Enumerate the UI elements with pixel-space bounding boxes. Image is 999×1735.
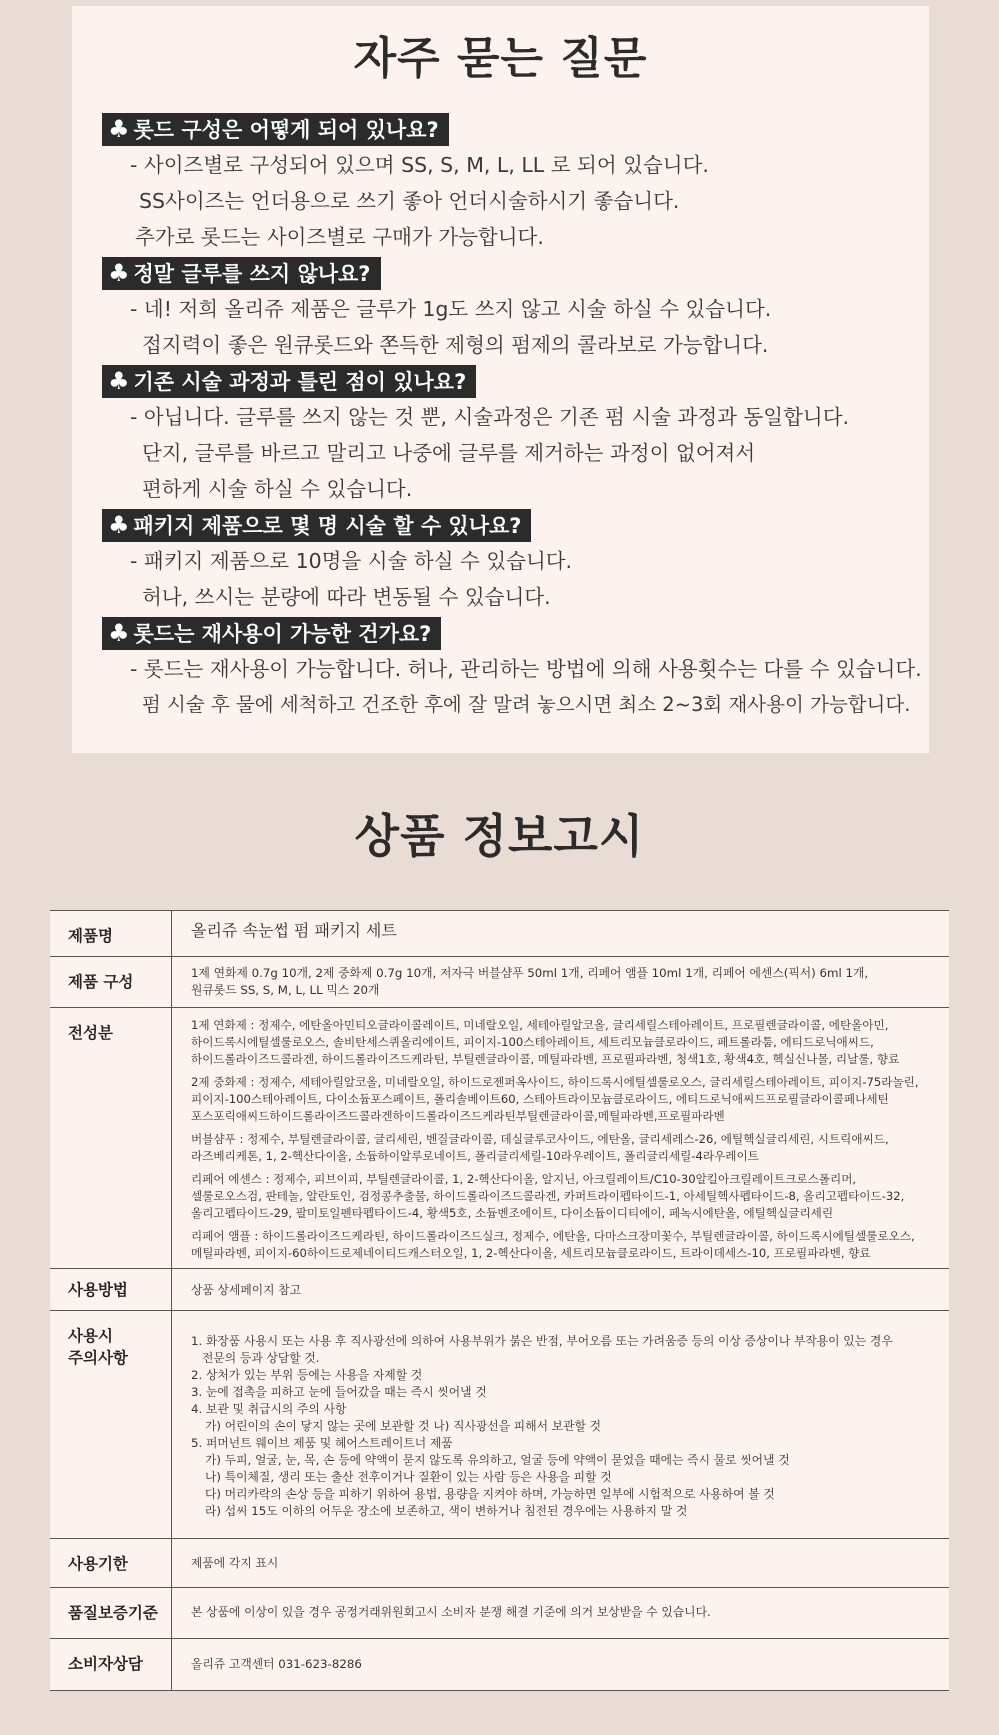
table-row [50, 1588, 949, 1639]
row-label: 사용시 주의사항 [50, 1311, 172, 1538]
faq-answer-line: - 패키지 제품으로 10명을 시술 하실 수 있습니다. [130, 549, 573, 573]
table-row [50, 1008, 949, 1269]
table-row [50, 1639, 949, 1691]
row-label: 제품명 [50, 911, 172, 956]
row-value: 1제 연화제 : 정제수, 에탄올아민티오글라이콜레이트, 미네랄오일, 세테아릴알코올, 글리세릴스테아레이트, 프로필렌글라이콜, 에탄올아민, 하이드록시에틸셀룰로오스, 솔비탄세스퀴올리에이트, 피이지-100스테아레이트, 세트리모늄클로라이드, 페트롤라툼, 에티드로닉애씨드, 하이드롤라이즈드콜라겐, 하이드롤라이즈드케라틴, 부틸렌글라이콜, 메틸파라벤, 프로필파라벤, 청색1호, 황색4호, 헥실신나몰, 리날룰, 향료 2제 중화제 : 정제수, 세테아릴알코올, 미네랄오일, 하이드로젠퍼옥사이드, 하이드록시에틸셀룰로오스, 글리세릴스테아레이트, 피이지-75라놀린, 피이지-100스테아레이트, 다이소듐포스페이트, 폴리솔베이트60, 스테아트라이모늄클로라이드, 에티드로닉애씨드프로필글라이콜페나세틴 포스포릭애씨드하이드롤라이즈드콜라겐하이드롤라이즈드케라틴부틸렌글라이콜,메틸파라벤,프로필파라벤 버블샴푸 : 정제수, 부틸렌글라이콜, 글리세린, 벤질글라이콜, 데실글루코사이드, 에탄올, 글리세레스-26, 에틸헥실글리세린, 시트릭애씨드, 라즈베리케톤, 1, 2-헥산다이올, 소듐하이알루로네이트, 폴리글리세릴-10라우레이트, 폴리글리세릴-4라우레이트 리페어 에센스 : 정제수, 피브이피, 부틸렌글라이콜, 1, 2-헥산다이올, 알지닌, 아크릴레이트/C10-30알킬아크릴레이트크로스폴리머, 셀룰로오스검, 판테놀, 알란토인, 검정콩추출물, 하이드롤라이즈드콜라겐, 카퍼트라이펩타이드-1, 아세틸헥사펩타이드-8, 올리고펩타이드-32, 올리고펩타이드-29, 팔미토일펜타펩타이드-4, 황색5호, 소듐벤조에이트, 다이소듐이디티에이, 페녹시에탄올, 에틸헥실글리세린 리페어 앰플 : 하이드롤라이즈드케라틴, 하이드롤라이즈드실크, 정제수, 에탄올, 다마스크장미꽃수, 부틸렌글라이콜, 하이드록시에틸셀룰로오스, 메틸파라벤, 피이지-60하이드로제네이티드캐스터오일, 1, 2-헥산다이올, 세트리모늄클로라이드, 트라이데세스-10, 프로필파라벤, 향료 [191, 1018, 919, 1260]
row-label: 제품 구성 [50, 957, 172, 1007]
faq-answer-line: - 롯드는 재사용이 가능합니다. 허나, 관리하는 방법에 의해 사용횟수는 다를 수 있습니다. [130, 657, 922, 681]
faq-answer-line: SS사이즈는 언더용으로 쓰기 좋아 언더시술하시기 좋습니다. [139, 189, 680, 213]
faq-answer-line: 접지력이 좋은 원큐롯드와 쫀득한 제형의 펌제의 콜라보로 가능합니다. [142, 333, 769, 357]
table-row [50, 911, 949, 957]
faq-answer-line: - 사이즈별로 구성되어 있으며 SS, S, M, L, LL 로 되어 있습니다. [130, 153, 709, 177]
row-label: 전성분 [50, 1008, 172, 1268]
row-value: 올리쥬 고객센터 031-623-8286 [191, 1657, 362, 1671]
faq-answer-line: - 아닙니다. 글루를 쓰지 않는 것 뿐, 시술과정은 기존 펌 시술 과정과 동일합니다. [130, 405, 850, 429]
table-row [50, 1539, 949, 1588]
row-label: 사용기한 [50, 1539, 172, 1587]
table-row [50, 1269, 949, 1311]
club-suit-icon: ♣ [108, 511, 130, 539]
faq-panel [72, 6, 929, 753]
club-suit-icon: ♣ [108, 619, 130, 647]
faq-question-3: ♣ 기존 시술 과정과 틀린 점이 있나요? [102, 365, 476, 398]
row-value: 올리쥬 속눈썹 펌 패키지 세트 [191, 921, 397, 940]
faq-title: 자주 묻는 질문 [353, 33, 648, 84]
club-suit-icon: ♣ [108, 367, 130, 395]
row-label: 품질보증기준 [50, 1588, 172, 1638]
table-row [50, 1311, 949, 1539]
faq-question-2: ♣ 정말 글루를 쓰지 않나요? [102, 257, 381, 290]
row-value: 1제 연화제 0.7g 10개, 2제 중화제 0.7g 10개, 저자극 버블샴푸 50ml 1개, 리페어 앰플 10ml 1개, 리페어 에센스(픽서) 6ml 1개, 원큐롯드 SS, S, M, L, LL 믹스 20개 [191, 966, 869, 997]
product-info-table [50, 910, 949, 1691]
info-title: 상품 정보고시 [354, 809, 645, 863]
faq-answer-line: 편하게 시술 하실 수 있습니다. [142, 477, 413, 501]
faq-question-5: ♣ 롯드는 재사용이 가능한 건가요? [102, 617, 441, 650]
row-label: 소비자상담 [50, 1639, 172, 1690]
club-suit-icon: ♣ [108, 115, 130, 143]
faq-answer-line: 추가로 롯드는 사이즈별로 구매가 가능합니다. [135, 225, 544, 249]
faq-question-1: ♣ 롯드 구성은 어떻게 되어 있나요? [102, 113, 449, 146]
row-value: 상품 상세페이지 참고 [191, 1283, 302, 1297]
row-value: 1. 화장품 사용시 또는 사용 후 직사광선에 의하여 사용부위가 붉은 반점, 부어오름 또는 가려움증 등의 이상 증상이나 부작용이 있는 경우 전문의 등과 상담할 것. 2. 상처가 있는 부위 등에는 사용을 자제할 것 3. 눈에 접촉을 피하고 눈에 들어갔을 때는 즉시 씻어낼 것 4. 보관 및 취급시의 주의 사항 가) 어린이의 손이 닿지 않는 곳에 보관할 것 나) 직사광선을 피해서 보관할 것 5. 퍼머넌트 웨이브 제품 및 헤어스트레이트너 제품 가) 두피, 얼굴, 눈, 목, 손 등에 약액이 묻지 않도록 유의하고, 얼굴 등에 약액이 묻었을 때에는 즉시 물로 씻어낼 것 나) 특이체질, 생리 또는 출산 전후이거나 질환이 있는 사람 등은 사용을 피할 것 다) 머리카락의 손상 등을 피하기 위하여 용법, 용량을 지켜야 하며, 가능하면 일부에 시험적으로 사용하여 볼 것 라) 섭씨 15도 이하의 어두운 장소에 보존하고, 색이 변하거나 침전된 경우에는 사용하지 말 것 [191, 1334, 893, 1518]
row-value: 제품에 각지 표시 [191, 1556, 279, 1570]
row-label: 사용방법 [50, 1269, 172, 1310]
faq-answer-line: - 네! 저희 올리쥬 제품은 글루가 1g도 쓰지 않고 시술 하실 수 있습니다. [130, 297, 772, 321]
faq-answer-line: 허나, 쓰시는 분량에 따라 변동될 수 있습니다. [142, 585, 551, 609]
faq-question-4: ♣ 패키지 제품으로 몇 명 시술 할 수 있나요? [102, 509, 531, 542]
faq-answer-line: 펌 시술 후 물에 세척하고 건조한 후에 잘 말려 놓으시면 최소 2~3회 재사용이 가능합니다. [142, 693, 911, 716]
club-suit-icon: ♣ [108, 259, 130, 287]
table-row [50, 957, 949, 1008]
faq-answer-line: 단지, 글루를 바르고 말리고 나중에 글루를 제거하는 과정이 없어져서 [142, 441, 756, 465]
row-value: 본 상품에 이상이 있을 경우 공정거래위원회고시 소비자 분쟁 해결 기준에 의거 보상받을 수 있습니다. [191, 1605, 711, 1619]
